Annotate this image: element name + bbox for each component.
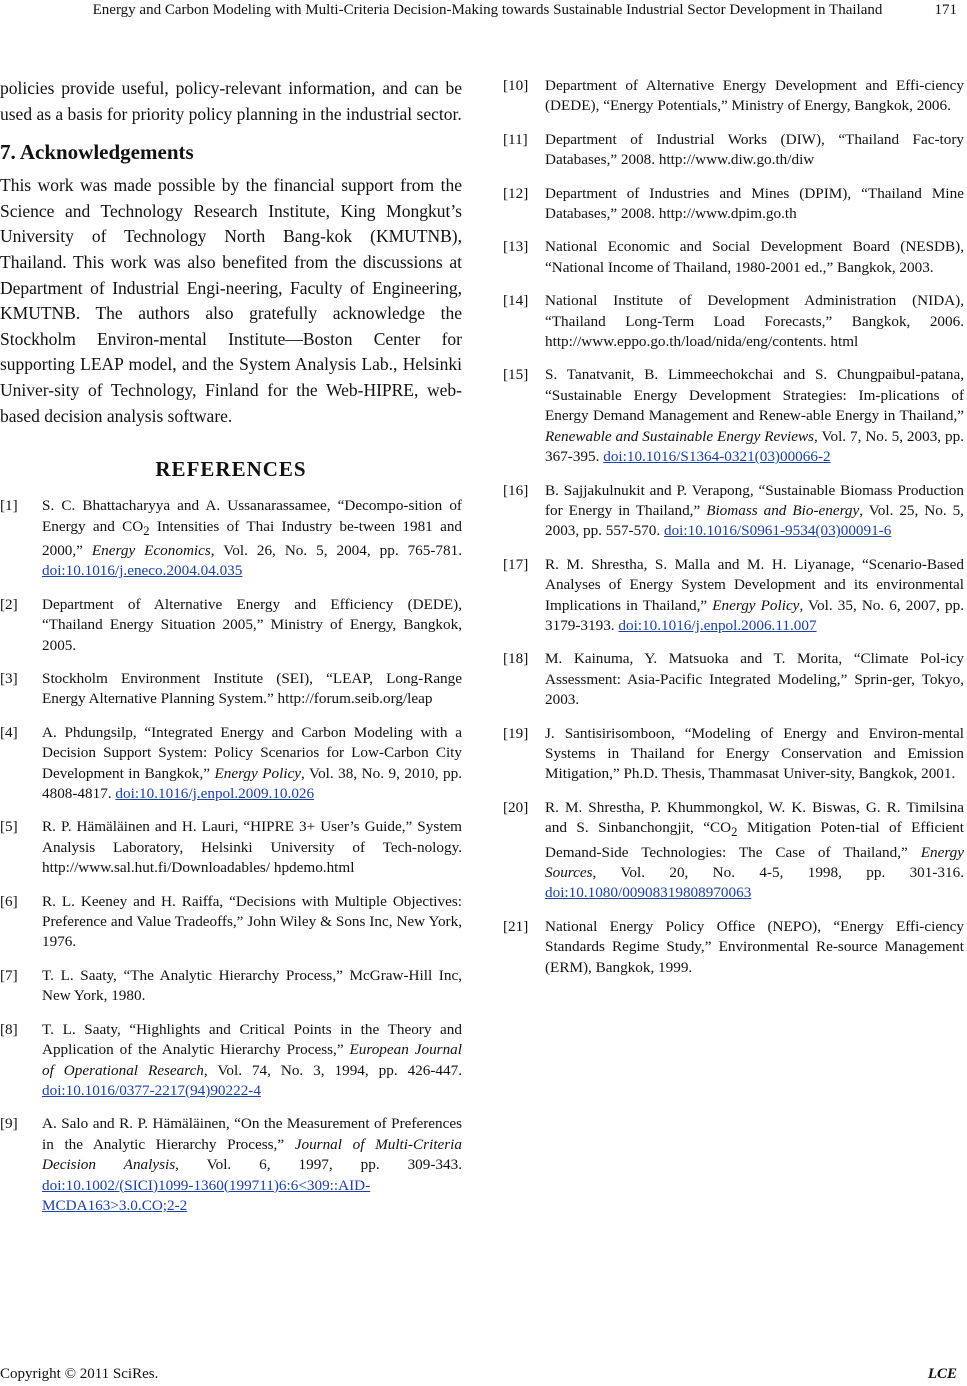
reference-number: [2] <box>0 595 18 613</box>
reference-item <box>503 917 964 978</box>
reference-number: [14] <box>503 292 529 310</box>
reference-item <box>0 723 462 805</box>
reference-item <box>503 555 964 637</box>
journal-name: Journal of Multi-Criteria Decision Analysis <box>42 1135 462 1174</box>
reference-item <box>0 817 462 878</box>
reference-text <box>545 237 964 278</box>
reference-item <box>503 798 964 904</box>
reference-number: [11] <box>503 130 528 148</box>
reference-text <box>545 917 964 978</box>
reference-body: A. Salo and R. P. Hämäläinen, “On the Measurement of Preferences in the Analytic Hierarchy Process,” <box>42 1115 462 1153</box>
reference-number: [19] <box>503 724 529 742</box>
reference-body: R. P. Hämäläinen and H. Lauri, “HIPRE 3+ User’s Guide,” System Analysis Laboratory, Helsinki University of Tech-nology. http://www.sal.hut.fi/Downloadables/ hpdemo.html <box>42 818 462 877</box>
reference-item <box>0 1114 462 1216</box>
reference-number: [8] <box>0 1020 18 1038</box>
journal-name: Energy Policy <box>712 596 800 614</box>
reference-number: [3] <box>0 670 18 687</box>
doi-link[interactable]: doi:10.1016/j.eneco.2004.04.035 <box>42 562 243 580</box>
reference-body: , Vol. 25, No. 5, 2003, pp. 557-570. <box>545 501 964 540</box>
reference-body: Department of Alternative Energy and Efficiency (DEDE), “Thailand Energy Situation 2005,” Ministry of Energy, Bangkok, 2005. <box>42 595 462 654</box>
right-column <box>503 76 964 991</box>
reference-body: Department of Alternative Energy Development and Effi-ciency (DEDE), “Energy Potentials,” Ministry of Energy, Bangkok, 2006. <box>545 77 964 115</box>
references-heading: REFERENCES <box>155 457 307 482</box>
reference-body: Stockholm Environment Institute (SEI), “LEAP, Long-Range Energy Alternative Planning System.” http://forum.seib.org/leap <box>42 670 462 708</box>
reference-number: [4] <box>0 723 18 741</box>
reference-body: T. L. Saaty, “Highlights and Critical Points in the Theory and Application of the Analytic Hierarchy Process,” <box>42 1020 462 1059</box>
reference-body: , Vol. 26, No. 5, 2004, pp. 765-781. <box>210 541 463 559</box>
intro-paragraph: policies provide useful, policy-relevant information, and can be used as a basis for priority policy planning in the industrial sector. <box>0 78 462 124</box>
reference-number: [17] <box>503 555 529 573</box>
reference-body: National Economic and Social Development Board (NESDB), “National Income of Thailand, 1980-2001 ed.,” Bangkok, 2003. <box>545 238 964 276</box>
doi-link[interactable]: doi:10.1016/j.enpol.2009.10.026 <box>115 785 315 803</box>
reference-item <box>503 649 964 710</box>
reference-item <box>503 76 964 117</box>
doi-link[interactable]: doi:10.1016/S0961-9534(03)00091-6 <box>663 522 892 540</box>
reference-text <box>42 1020 462 1102</box>
references-list-left <box>0 496 462 1216</box>
reference-number: [7] <box>0 966 18 984</box>
reference-body: , Vol. 74, No. 3, 1994, pp. 426-447. <box>203 1061 462 1079</box>
reference-body: B. Sajjakulnukit and P. Verapong, “Sustainable Biomass Production for Energy in Thailand,” <box>545 481 964 519</box>
reference-number: [20] <box>503 798 529 816</box>
reference-body: , Vol. 20, No. 4-5, 1998, pp. 301-316. <box>592 864 964 882</box>
reference-body: , Vol. 35, No. 6, 2007, pp. 3179-3193. <box>545 596 965 634</box>
acknowledgements-heading: 7. Acknowledgements <box>0 140 194 165</box>
reference-text <box>545 481 964 542</box>
doi-link[interactable]: doi:10.1016/S1364-0321(03)00066-2 <box>603 448 831 466</box>
reference-number: [10] <box>503 77 529 94</box>
reference-item <box>503 365 964 467</box>
running-header: Energy and Carbon Modeling with Multi-Criteria Decision-Making towards Sustainable Industrial Sector Development in Thailand <box>92 2 883 18</box>
reference-item <box>0 966 462 1007</box>
journal-name: Biomass and Bio-energy <box>706 501 860 519</box>
reference-text <box>42 595 462 656</box>
reference-number: [5] <box>0 818 18 836</box>
reference-text <box>545 76 964 117</box>
subscript: 2 <box>143 523 150 538</box>
reference-text <box>42 723 462 805</box>
reference-number: [6] <box>0 892 18 910</box>
journal-name: Energy Economics <box>91 541 211 559</box>
references-list-right <box>503 76 964 978</box>
reference-body: T. L. Saaty, “The Analytic Hierarchy Process,” McGraw-Hill Inc, New York, 1980. <box>42 966 462 1005</box>
reference-body: , Vol. 7, No. 5, 2003, pp. 367-395. <box>545 427 964 466</box>
doi-link[interactable]: doi:10.1016/0377-2217(94)90222-4 <box>42 1081 261 1099</box>
reference-number: [12] <box>503 184 529 202</box>
reference-text <box>545 291 964 352</box>
reference-text <box>42 1114 462 1216</box>
reference-body: Mitigation Poten-tial of Efficient Demand-Side Technologies: The Case of Thailand,” <box>545 819 964 861</box>
journal-name: European Journal of Operational Research <box>42 1041 462 1079</box>
reference-body: J. Santisirisomboon, “Modeling of Energy and Environ-mental Systems in Thailand for Energy Conservation and Emission Mitigation,” Ph.D. Thesis, Thammasat Univer-sity, Bangkok, 2001. <box>545 724 964 783</box>
reference-body: R. M. Shrestha, S. Malla and M. H. Liyanage, “Scenario-Based Analyses of Energy System Development and its environmental Implications in Thailand,” <box>545 555 964 614</box>
reference-number: [9] <box>0 1115 18 1133</box>
reference-number: [13] <box>503 238 529 256</box>
reference-item <box>503 130 964 171</box>
journal-name: Energy Sources <box>545 843 964 882</box>
reference-text <box>545 130 964 171</box>
copyright-footer: Copyright © 2011 SciRes. <box>0 1366 159 1382</box>
journal-name: Renewable and Sustainable Energy Reviews <box>545 427 815 445</box>
reference-item <box>0 892 462 953</box>
reference-item <box>0 595 462 656</box>
reference-body: , Vol. 6, 1997, pp. 309-343. <box>175 1156 462 1174</box>
reference-body: National Institute of Development Administration (NIDA), “Thailand Long-Term Load Forecasts,” Bangkok, 2006. http://www.eppo.go.th/load/nida/eng/contents. html <box>545 292 964 351</box>
reference-body: A. Phdungsilp, “Integrated Energy and Carbon Modeling with a Decision Support System: Policy Scenarios for Low-Carbon City Development in Bangkok,” <box>42 723 462 782</box>
reference-body: R. L. Keeney and H. Raiffa, “Decisions with Multiple Objectives: Preference and Value Tradeoffs,” John Wiley & Sons Inc, New York, 1976. <box>42 892 462 951</box>
reference-body: , Vol. 38, No. 9, 2010, pp. 4808-4817. <box>42 764 462 803</box>
journal-name: Energy Policy <box>214 764 302 782</box>
reference-text <box>545 649 964 710</box>
subscript: 2 <box>731 825 738 840</box>
reference-body: M. Kainuma, Y. Matsuoka and T. Morita, “Climate Pol-icy Assessment: Asia-Pacific Integrated Modeling,” Sprin-ger, Tokyo, 2003. <box>545 650 964 709</box>
reference-body: Intensities of Thai Industry be-tween 1981 and 2000,” <box>42 517 463 559</box>
acknowledgements-text: This work was made possible by the financial support from the Science and Technology Research Institute, King Mongkut’s University of Technology North Bang-kok (KMUTNB), Thailand. This work was also benefited from the discussions at Department of Industrial Engi-neering, Faculty of Engineering, KMUTNB. The authors also gratefully acknowledge the Stockholm Environ-mental Institute—Boston Center for supporting LEAP model, and the System Analysis Lab., Helsinki Univer-sity of Technology, Finland for the Web-HIPRE, web-based decision analysis software. <box>0 175 462 426</box>
page-number: 171 <box>934 2 957 18</box>
reference-text <box>545 365 964 467</box>
reference-text <box>545 724 964 785</box>
reference-text <box>545 555 964 637</box>
doi-link[interactable]: doi:10.1080/00908319808970063 <box>545 884 752 902</box>
reference-body: R. M. Shrestha, P. Khummongkol, W. K. Biswas, G. R. Timilsina and S. Sinbanchongjit, “CO <box>545 798 964 837</box>
reference-body: Department of Industries and Mines (DPIM), “Thailand Mine Databases,” 2008. http://www.dpim.go.th <box>545 184 964 223</box>
reference-number: [15] <box>503 366 529 384</box>
reference-body: S. C. Bhattacharyya and A. Ussanarassamee, “Decompo-sition of Energy and CO <box>42 497 462 535</box>
doi-link[interactable]: doi:10.1002/(SICI)1099-1360(199711)6:6<309::AID-MCDA163>3.0.CO;2-2 <box>42 1176 371 1214</box>
reference-item <box>0 669 462 710</box>
reference-item <box>0 496 462 582</box>
reference-item <box>0 1020 462 1102</box>
reference-number: [18] <box>503 650 529 668</box>
left-column <box>0 76 462 1229</box>
reference-item <box>503 481 964 542</box>
reference-text <box>545 184 964 225</box>
reference-text <box>42 892 462 953</box>
doi-link[interactable]: doi:10.1016/j.enpol.2006.11.007 <box>618 616 817 634</box>
reference-item <box>503 291 964 352</box>
reference-number: [1] <box>0 497 18 515</box>
reference-body: Department of Industrial Works (DIW), “Thailand Fac-tory Databases,” 2008. http://www.diw.go.th/diw <box>545 130 964 169</box>
reference-text <box>545 798 964 904</box>
reference-text <box>42 669 462 710</box>
reference-body: S. Tanatvanit, B. Limmeechokchai and S. Chungpaibul-patana, “Sustainable Energy Development Strategies: Im-plications of Energy Demand Management and Renew-able Energy in Thailand,” <box>545 366 964 425</box>
reference-number: [16] <box>503 481 529 499</box>
reference-text <box>42 817 462 878</box>
reference-item <box>503 184 964 225</box>
reference-item <box>503 237 964 278</box>
reference-text <box>42 966 462 1007</box>
reference-text <box>42 496 462 582</box>
reference-body: National Energy Policy Office (NEPO), “Energy Effi-ciency Standards Regime Study,” Environmental Re-source Management (ERM), Bangkok, 1999. <box>545 917 964 976</box>
reference-item <box>503 724 964 785</box>
journal-abbrev-footer: LCE <box>927 1366 957 1382</box>
reference-number: [21] <box>503 917 529 935</box>
